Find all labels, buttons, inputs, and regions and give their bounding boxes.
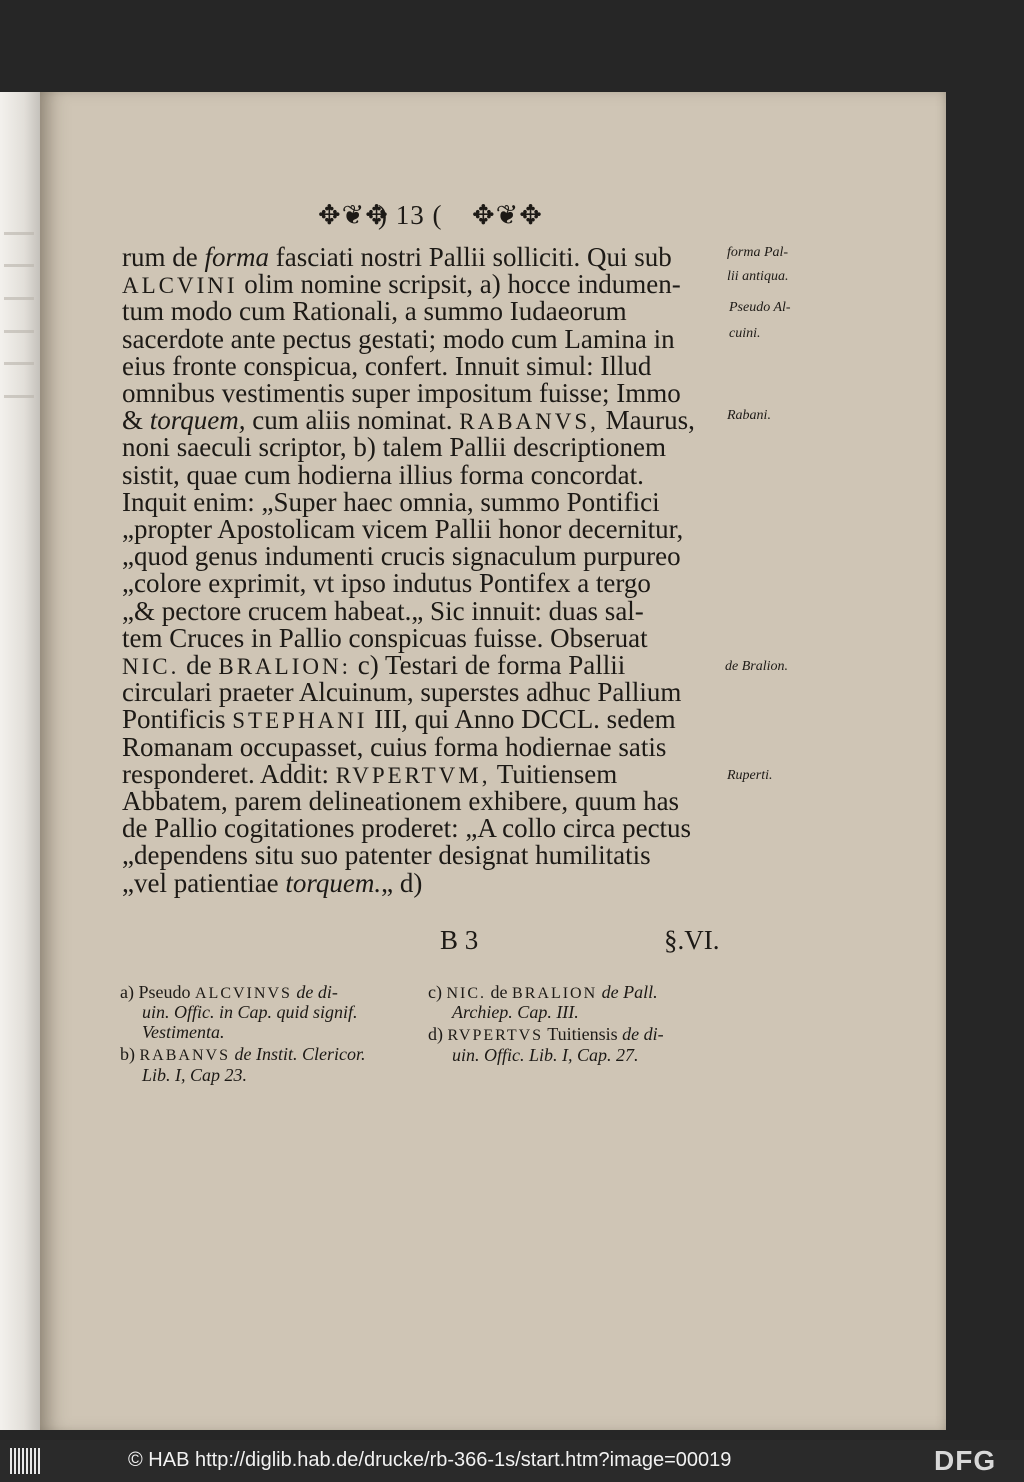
text-run: responderet. Addit:	[122, 758, 336, 789]
text-run: Inquit enim: „Super haec omnia, summo Pontifici	[122, 486, 660, 517]
text-run: olim nomine scripsit, a) hocce indumen-	[237, 269, 681, 300]
margin-note: forma Pal-	[727, 245, 789, 260]
text-run: circulari praeter Alcuinum, superstes adhuc Pallium	[122, 677, 682, 708]
text-run: fasciati nostri Pallii solliciti. Qui sub	[269, 242, 672, 272]
footnote-line	[428, 1025, 664, 1045]
small-caps-name: RVPERTVM,	[335, 762, 491, 788]
body-line	[122, 323, 675, 354]
small-caps-name: ALCVINVS	[195, 985, 292, 1002]
text-run: cum aliis nominat.	[245, 405, 460, 436]
italic-run: de di-	[296, 982, 338, 1002]
italic-run: de di-	[622, 1024, 664, 1044]
small-caps-name: RVPERTVS	[447, 1027, 544, 1044]
body-line	[122, 815, 691, 842]
small-caps-name: BRALION	[512, 985, 598, 1002]
small-caps-name: NIC.	[446, 985, 487, 1002]
footnote-line	[142, 1023, 225, 1042]
text-run: „& pectore crucem habeat.„ Sic innuit: duas sal-	[122, 595, 644, 626]
body-line	[122, 788, 679, 815]
text-run: III, qui Anno DCCL. sedem	[367, 704, 676, 735]
text-run: Tuitiensem	[490, 758, 618, 789]
text-run: „colore exprimit, vt ipso indutus Pontifex a tergo	[122, 568, 651, 599]
previous-page-edge	[0, 92, 44, 1430]
footnote-line	[452, 1003, 579, 1022]
margin-note: de Bralion.	[725, 659, 788, 674]
small-caps-name: ALCVINI	[122, 273, 238, 299]
body-line	[122, 622, 648, 653]
footnote-line	[120, 1045, 365, 1065]
text-run: „quod genus indumenti crucis signaculum purpureo	[122, 541, 681, 572]
body-line	[122, 298, 627, 325]
body-line	[122, 706, 676, 734]
body-line	[122, 271, 681, 299]
dfg-logo: DFG	[934, 1445, 997, 1476]
margin-note: Rabani.	[727, 408, 771, 423]
body-line	[122, 434, 666, 461]
bleed-through-mark	[4, 232, 34, 235]
text-run: omnibus vestimentis super impositum fuisse; Immo	[122, 378, 681, 408]
text-run: d)	[428, 1024, 448, 1044]
text-run: Pontificis	[122, 704, 233, 735]
text-run: „propter Apostolicam vicem Pallii honor decernitur,	[122, 514, 684, 544]
bleed-through-mark	[4, 362, 34, 365]
footnote-line	[452, 1046, 639, 1065]
barcode-icon	[10, 1448, 42, 1474]
small-caps-name: RABANVS	[139, 1047, 230, 1064]
italic-run: Vestimenta.	[142, 1022, 225, 1042]
body-line	[122, 731, 667, 762]
text-run: &	[122, 405, 150, 436]
body-line	[122, 486, 660, 517]
header-ornament-right: ✥❦✥	[472, 200, 543, 230]
small-caps-name: NIC.	[122, 654, 180, 679]
body-line	[122, 758, 618, 789]
signature-mark: B 3	[440, 925, 479, 955]
footnote-line	[120, 983, 338, 1003]
margin-note: Pseudo Al-	[729, 300, 791, 315]
footnote-line	[142, 1066, 247, 1085]
text-run: tem Cruces in Pallio conspicuas fuisse. Obseruat	[122, 622, 648, 653]
text-run: de Pallio cogitationes proderet: „A collo circa pectus	[122, 813, 692, 844]
text-run: „vel patientiae	[122, 867, 286, 898]
text-run: a) Pseudo	[120, 982, 195, 1002]
text-run: Romanam occupasset, cuius forma hodiernae satis	[122, 731, 667, 762]
body-line	[122, 407, 695, 435]
body-line	[122, 652, 625, 680]
text-run: Tuitiensis	[543, 1024, 623, 1044]
margin-note: lii antiqua.	[727, 269, 789, 284]
text-run: rum de	[122, 242, 205, 272]
small-caps-name: STEPHANI	[232, 708, 368, 734]
text-run: tum modo cum Rationali, a summo Iudaeorum	[122, 296, 627, 327]
italic-run: forma	[204, 242, 269, 272]
body-line	[122, 380, 681, 407]
italic-run: torquem,	[149, 405, 246, 436]
bleed-through-mark	[4, 297, 34, 300]
body-line	[122, 595, 644, 626]
small-caps-name: RABANVS,	[459, 409, 599, 435]
text-run: de	[486, 982, 513, 1002]
text-run: c) Testari de forma Pallii	[350, 650, 626, 680]
text-run: Maurus,	[598, 405, 695, 436]
body-line	[122, 570, 651, 597]
italic-run: uin. Offic. Lib. I, Cap. 27.	[452, 1045, 639, 1065]
text-run: de	[179, 650, 219, 680]
italic-run: Lib. I, Cap 23.	[142, 1065, 248, 1085]
text-run: b)	[120, 1044, 140, 1064]
footnote-line	[428, 983, 658, 1003]
text-run: c)	[428, 982, 447, 1002]
body-line	[122, 867, 423, 898]
copyright-link[interactable]: © HAB http://diglib.hab.de/drucke/rb-366-1s/start.htm?image=00019	[128, 1449, 732, 1471]
italic-run: de Pall.	[601, 982, 658, 1002]
bleed-through-mark	[4, 395, 34, 398]
text-run: sistit, quae cum hodierna illius forma concordat.	[122, 459, 644, 490]
text-run: Abbatem, parem delineationem exhibere, quum has	[122, 786, 680, 816]
body-line	[122, 679, 681, 706]
text-run: eius fronte conspicua, confert. Innuit simul: Illud	[122, 350, 652, 381]
text-run: sacerdote ante pectus gestati; modo cum Lamina in	[122, 323, 675, 354]
body-line	[122, 459, 644, 490]
text-run: „dependens situ suo patenter designat humilitatis	[122, 840, 651, 871]
header-ornament-left: ✥❦✥	[318, 200, 389, 230]
text-run: „ d)	[381, 867, 423, 898]
body-line	[122, 516, 683, 543]
italic-run: de Instit. Clericor.	[234, 1044, 366, 1064]
italic-run: uin. Offic. in Cap. quid signif.	[142, 1002, 358, 1022]
body-line	[122, 842, 651, 869]
bleed-through-mark	[4, 264, 34, 267]
small-caps-name: BRALION:	[218, 654, 351, 679]
footnote-line	[142, 1003, 358, 1022]
margin-note: cuini.	[729, 326, 761, 341]
bleed-through-mark	[4, 330, 34, 333]
body-line	[122, 543, 681, 570]
body-line	[122, 244, 672, 271]
margin-note: Ruperti.	[727, 768, 773, 783]
text-run: noni saeculi scriptor, b) talem Pallii descriptionem	[122, 432, 667, 463]
body-line	[122, 350, 652, 381]
viewer-footer	[0, 1440, 1024, 1482]
catchword: §.VI.	[664, 925, 720, 955]
italic-run: Archiep. Cap. III.	[452, 1002, 579, 1022]
page-number: ) 13 (	[378, 200, 443, 230]
italic-run: torquem.	[285, 867, 382, 898]
